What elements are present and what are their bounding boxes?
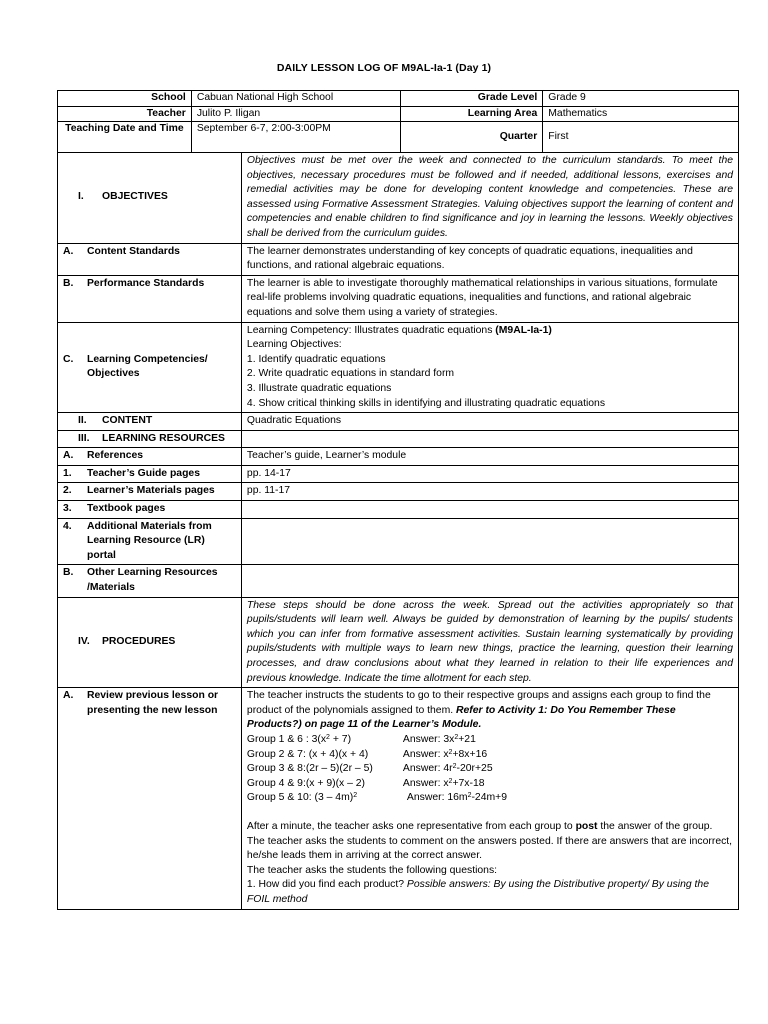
review-intro-text: The teacher instructs the students to go to their respective groups and assigns each group to find the product of the polynomials assigned to them. — [246, 690, 711, 716]
textbook-num: 3. — [63, 503, 72, 515]
lm-pages-text: pp. 11-17 — [241, 483, 738, 501]
lm-pages-num: 2. — [63, 485, 72, 497]
competencies-text — [241, 322, 738, 413]
group-answer: Answer: $x^2+8x+16$ — [402, 748, 488, 760]
teaching-date-label: Teaching Date and Time — [58, 122, 192, 153]
school-label: School — [58, 91, 192, 107]
review-row — [58, 688, 739, 909]
header-row-school — [58, 91, 739, 107]
tg-pages-title: Teacher’s Guide pages — [87, 467, 200, 479]
additional-materials-title: Additional Materials from Learning Resource (LR) portal — [87, 520, 212, 561]
lm-pages-label — [58, 483, 242, 501]
group-line — [247, 762, 733, 777]
procedures-label — [58, 597, 242, 688]
references-label — [58, 448, 242, 466]
review-label — [58, 688, 242, 909]
competencies-num: C. — [63, 353, 74, 365]
page-title: DAILY LESSON LOG OF M9AL-Ia-1 (Day 1) — [276, 62, 492, 74]
objective-item: 1. Identify quadratic equations — [246, 353, 386, 365]
group-expression: Group 3 & 8:(2r – 5)(2r – 5) — [246, 763, 373, 775]
content-title: CONTENT — [102, 415, 153, 427]
review-question-1: 1. How did you find each product? Possible answers: By using the Distributive property/ By using the FOIL method — [246, 879, 709, 905]
procedures-title: PROCEDURES — [102, 636, 176, 648]
grade-level-value: Grade 9 — [543, 91, 739, 107]
content-label — [58, 413, 242, 431]
group-line — [247, 733, 733, 748]
quarter-label: Quarter — [401, 122, 543, 153]
performance-standards-title: Performance Standards — [87, 277, 205, 289]
content-standards-text: The learner demonstrates understanding of key concepts of quadratic equations, inequalities and functions, and rational algebraic equations. — [241, 243, 738, 275]
spacer — [247, 806, 733, 820]
group-answer: Answer: $4r^2-20r+25$ — [402, 763, 493, 775]
competency-prefix: Learning Competency: Illustrates quadratic equations — [246, 324, 496, 336]
group-expression: Group 4 & 9:(x + 9)(x – 2) — [246, 777, 366, 789]
other-resources-label — [58, 565, 242, 597]
review-questions: The teacher asks the students the following questions: — [246, 864, 498, 876]
quarter-value: First — [543, 122, 739, 153]
review-comment: The teacher asks the students to comment on the answers posted. If there are answers that are incorrect, he/she leads them in arriving at the correct answer. — [246, 835, 733, 862]
additional-materials-num: 4. — [63, 520, 72, 532]
tg-pages-label — [58, 465, 242, 483]
performance-standards-text: The learner is able to investigate thoroughly mathematical relationships in various situations, formulate real-life problems involving quadratic equations, inequalities and functions, and rational algebraic equations and solve them using a variety of strategies. — [241, 275, 738, 322]
objective-item: 2. Write quadratic equations in standard form — [246, 368, 455, 380]
content-text: Quadratic Equations — [241, 413, 738, 431]
other-resources-title: Other Learning Resources /Materials — [87, 567, 218, 594]
grade-level-label: Grade Level — [401, 91, 543, 107]
objectives-title: OBJECTIVES — [102, 191, 168, 203]
content-num: II. — [78, 415, 87, 427]
textbook-title: Textbook pages — [87, 503, 166, 515]
additional-materials-label — [58, 518, 242, 565]
objectives-heading: Learning Objectives: — [246, 339, 342, 351]
tg-pages-text: pp. 14-17 — [241, 465, 738, 483]
learning-area-value: Mathematics — [543, 106, 739, 122]
competency-line — [247, 324, 733, 339]
performance-standards-label — [58, 275, 242, 322]
tg-pages-row — [58, 465, 739, 483]
group-answer: Answer: $16m^2-24m+9$ — [406, 792, 507, 804]
learning-resources-label — [58, 430, 242, 448]
review-intro-reference: Refer to Activity 1: Do You Remember These Products?) on page 11 of the Learner’s Module. — [246, 704, 676, 731]
procedures-row — [58, 597, 739, 688]
additional-materials-row — [58, 518, 739, 565]
procedures-num: IV. — [78, 636, 90, 648]
header-row-date — [58, 122, 739, 153]
teaching-date-value: September 6-7, 2:00-3:00PM — [191, 122, 401, 153]
review-post: After a minute, the teacher asks one representative from each group to post the answer of the group. — [246, 820, 713, 832]
learning-area-label: Learning Area — [401, 106, 543, 122]
content-standards-title: Content Standards — [87, 245, 180, 257]
lm-pages-title: Learner’s Materials pages — [87, 485, 215, 497]
additional-materials-text — [241, 518, 738, 565]
objective-item: 3. Illustrate quadratic equations — [246, 382, 392, 394]
references-title: References — [87, 450, 144, 462]
other-resources-num: B. — [63, 567, 74, 579]
tg-pages-num: 1. — [63, 467, 72, 479]
objectives-label — [58, 153, 242, 244]
objectives-row — [58, 153, 739, 244]
group-line — [247, 791, 733, 806]
learning-resources-num: III. — [78, 432, 90, 444]
performance-standards-row — [58, 275, 739, 322]
school-value: Cabuan National High School — [191, 91, 401, 107]
competencies-row — [58, 322, 739, 413]
group-line — [247, 748, 733, 763]
objectives-num: I. — [78, 191, 84, 203]
competencies-label — [58, 322, 242, 413]
teacher-value: Julito P. Iligan — [191, 106, 401, 122]
content-standards-label — [58, 243, 242, 275]
textbook-text — [241, 501, 738, 519]
content-standards-row — [58, 243, 739, 275]
performance-standards-num: B. — [63, 277, 74, 289]
lm-pages-row — [58, 483, 739, 501]
group-expression: Group 1 & 6 : $3(x^2 + 7)$ — [246, 733, 352, 745]
group-expression: Group 2 & 7: (x + 4)(x + 4) — [246, 748, 369, 760]
references-row — [58, 448, 739, 466]
review-num: A. — [63, 690, 74, 702]
textbook-row — [58, 501, 739, 519]
procedures-text: These steps should be done across the week. Spread out the activities appropriately so that pupils/students will learn well. Always be guided by demonstration of learning by the pupils/ students which you can infer from formative assessment activities. Sustain learning systematically by providing pupils/students with multiple ways to learn new things, practice the learning, question their learning processes, and draw conclusions about what they learned in relation to their life experiences and previous knowledge. Indicate the time allotment for each step. — [241, 597, 738, 688]
group-answer: Answer: $3x^2+21$ — [402, 733, 476, 745]
references-num: A. — [63, 450, 74, 462]
group-answer: Answer: $x^2+7x-18$ — [402, 777, 485, 789]
other-resources-row — [58, 565, 739, 597]
group-line — [247, 777, 733, 792]
textbook-label — [58, 501, 242, 519]
learning-resources-row — [58, 430, 739, 448]
teacher-label: Teacher — [58, 106, 192, 122]
review-content — [241, 688, 738, 909]
objective-item: 4. Show critical thinking skills in identifying and illustrating quadratic equations — [246, 397, 606, 409]
competency-code: (M9AL-Ia-1) — [495, 324, 552, 336]
group-expression: Group 5 & 10: (3 – 4m)$^2$ — [246, 792, 358, 804]
lesson-log-table — [57, 152, 739, 910]
header-row-teacher — [58, 106, 739, 122]
content-row — [58, 413, 739, 431]
review-title: Review previous lesson or presenting the new lesson — [87, 690, 219, 716]
header-table — [57, 90, 739, 153]
references-text: Teacher’s guide, Learner’s module — [241, 448, 738, 466]
learning-resources-title: LEARNING RESOURCES — [102, 432, 225, 444]
objectives-text: Objectives must be met over the week and connected to the curriculum standards. To meet the objectives, necessary procedures must be followed and if needed, additional lessons, exercises and remedial activities may be done for developing content knowledge and competencies. These are assessed using Formative Assessment Strategies. Valuing objectives support the learning of content and competencies and enable children to find significance and joy in learning the lessons. Weekly objectives shall be derived from the curriculum guides. — [241, 153, 738, 244]
other-resources-text — [241, 565, 738, 597]
review-intro — [247, 689, 733, 733]
content-standards-num: A. — [63, 245, 74, 257]
competencies-title: Learning Competencies/ Objectives — [87, 353, 208, 380]
learning-resources-text — [241, 430, 738, 448]
